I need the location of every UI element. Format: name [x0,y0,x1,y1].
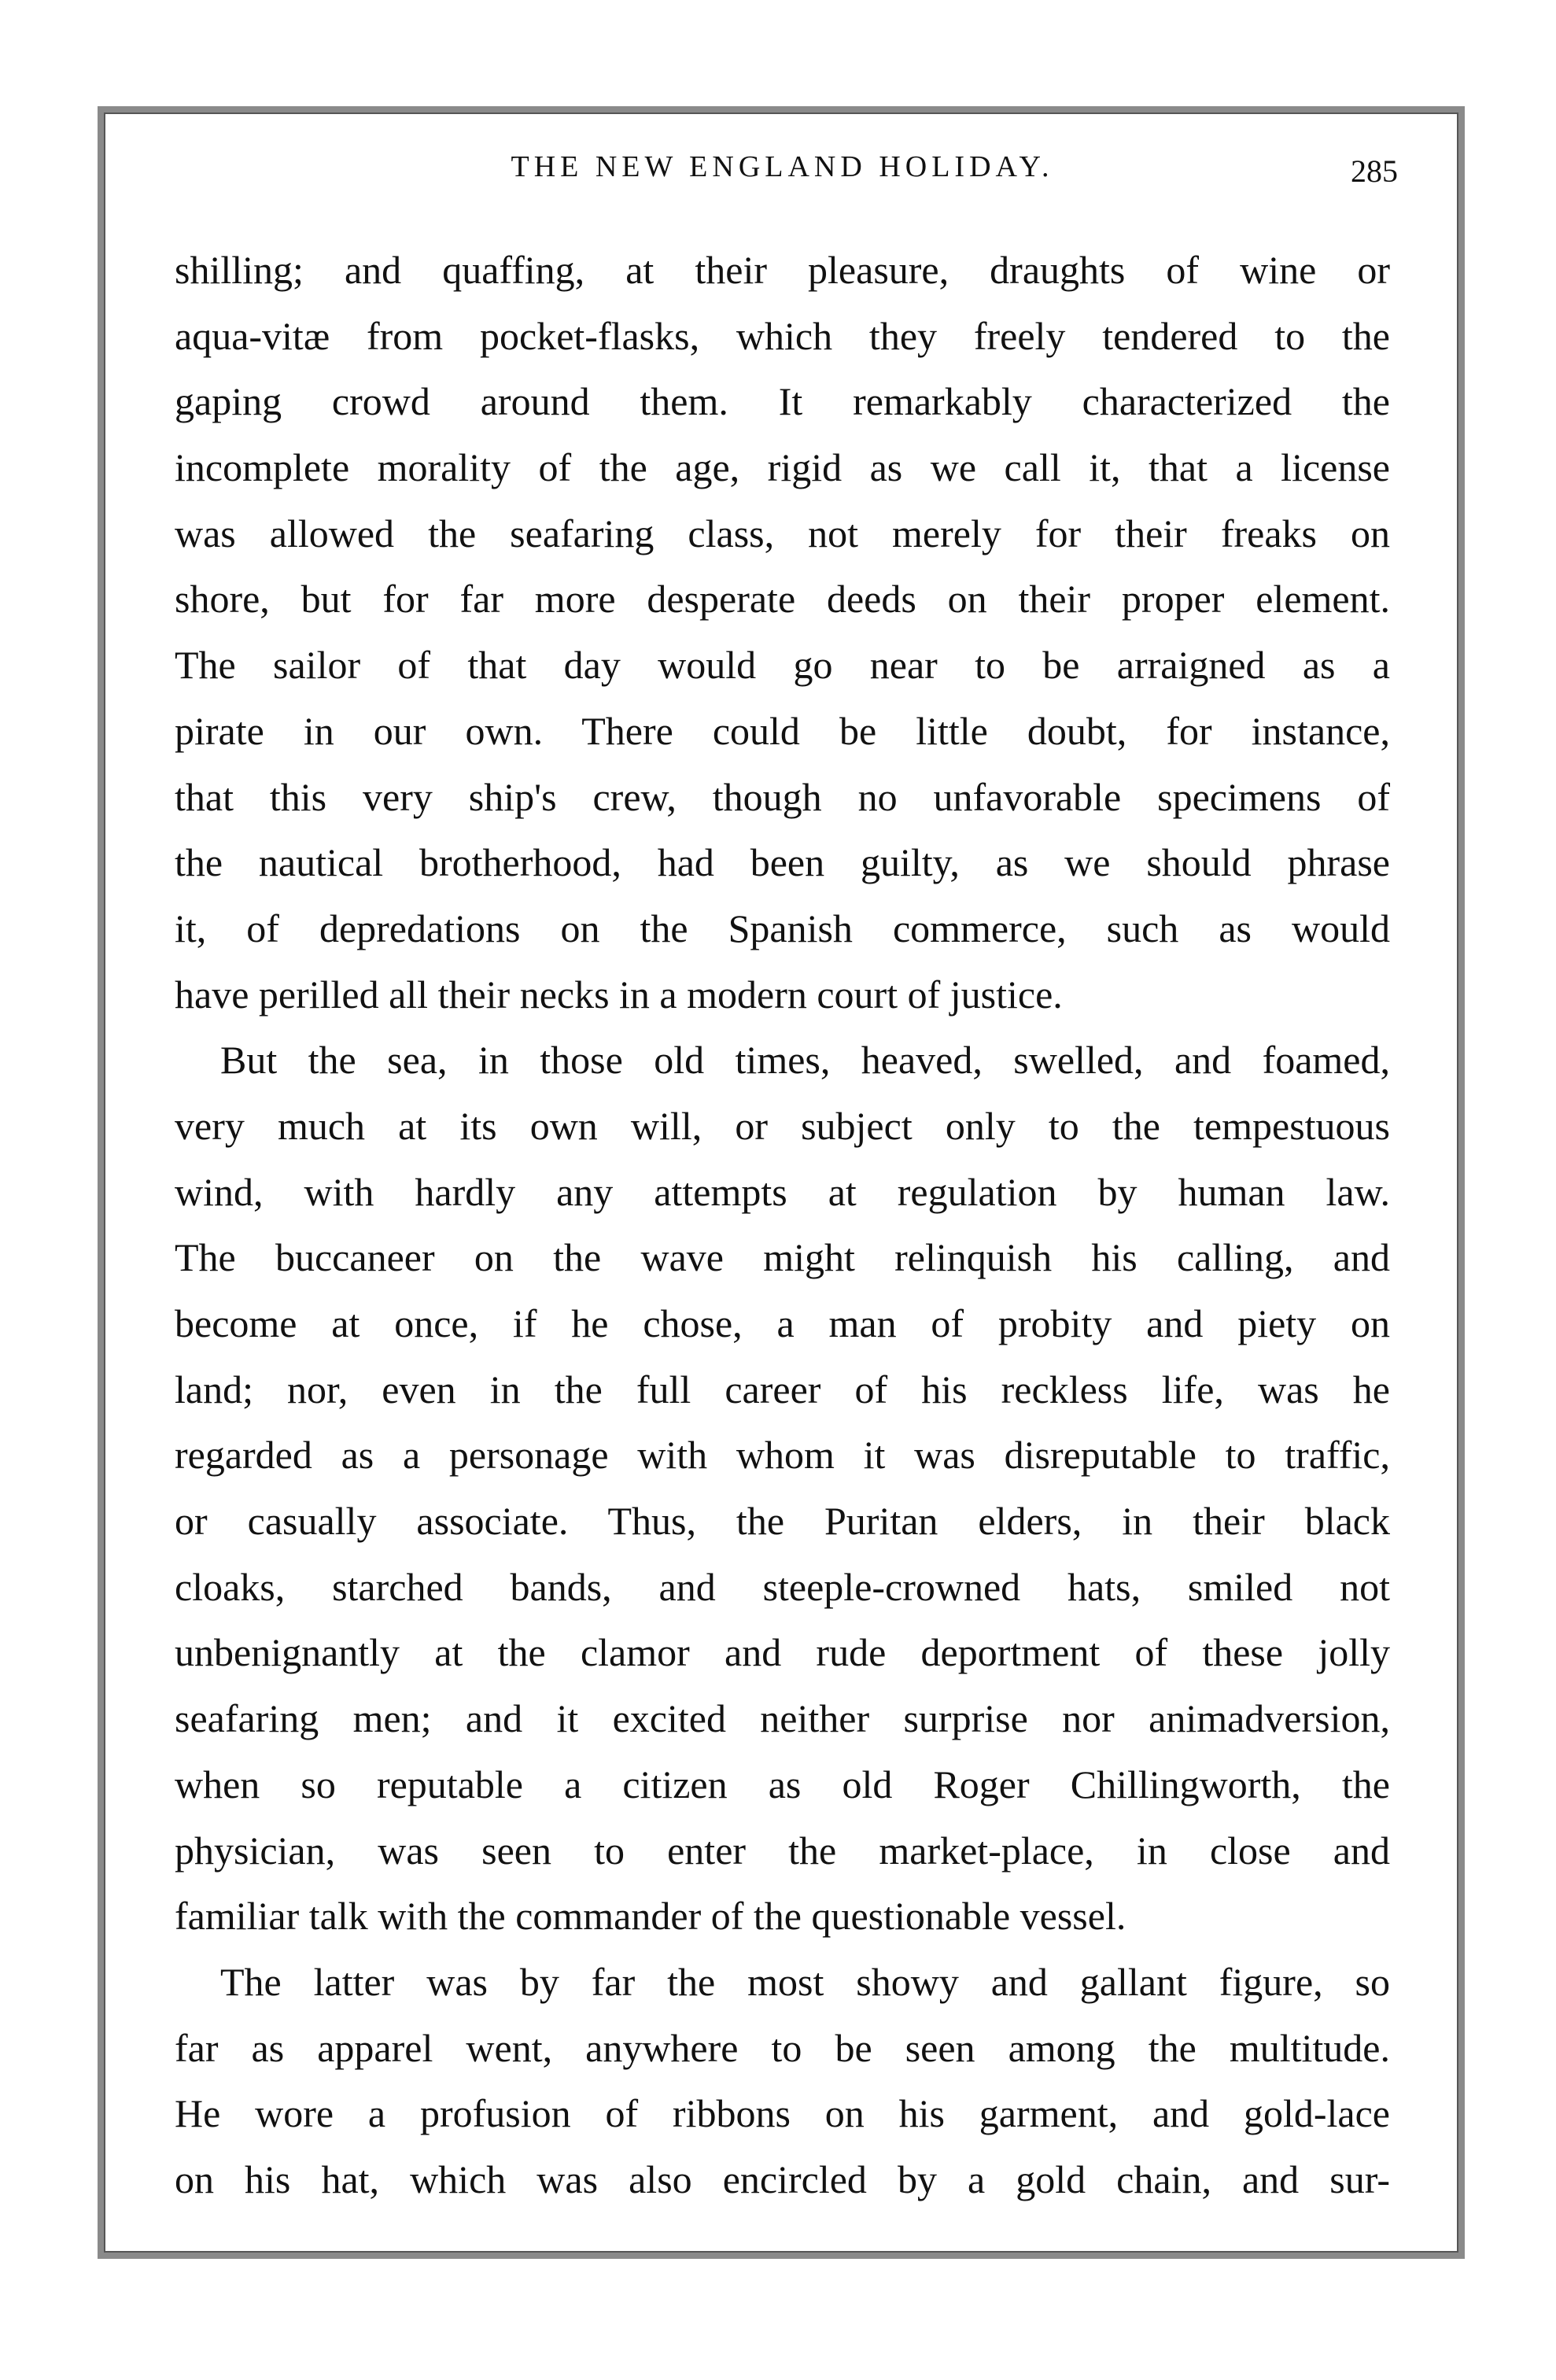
paragraph [175,1028,1390,1950]
text-line-content: shilling; and quaffing, at their pleasure, draughts of wine or [175,248,1390,292]
text-line [175,633,1390,699]
text-line-content: unbenignantly at the clamor and rude deportment of these jolly [175,1630,1390,1675]
text-line-content: incomplete morality of the age, rigid as we call it, that a license [175,445,1390,490]
text-line-content: The buccaneer on the wave might relinquish his calling, and [175,1235,1390,1280]
text-line-content: cloaks, starched bands, and steeple-crowned hats, smiled not [175,1564,1390,1609]
text-line [175,765,1390,831]
text-line [175,1555,1390,1621]
text-line-content: physician, was seen to enter the market-place, in close and [175,1828,1390,1873]
text-line [175,238,1390,304]
text-line-content: The sailor of that day would go near to be arraigned as a [175,643,1390,688]
text-line-content: land; nor, even in the full career of his reckless life, was he [175,1367,1390,1411]
text-line-content: The latter was by far the most showy and gallant figure, so [220,1959,1390,2004]
paragraph [175,1950,1390,2213]
paragraph [175,238,1390,1028]
text-line [175,830,1390,896]
text-line-content: become at once, if he chose, a man of probity and piety on [175,1301,1390,1345]
text-line-content: the nautical brotherhood, had been guilty, as we should phrase [175,840,1390,885]
text-line [175,1950,1390,2016]
text-line [175,435,1390,501]
text-line-content: familiar talk with the commander of the questionable vessel. [175,1894,1126,1939]
text-line [175,1489,1390,1555]
text-line [175,501,1390,567]
text-line-content: or casually associate. Thus, the Puritan elders, in their black [175,1499,1390,1544]
text-line [175,1818,1390,1884]
text-line [175,1028,1390,1094]
text-line [175,1291,1390,1357]
text-line [175,2016,1390,2082]
text-line-content: that this very ship's crew, though no unfavorable specimens of [175,774,1390,819]
text-line [175,1620,1390,1686]
text-line [175,699,1390,765]
text-line [175,1225,1390,1291]
text-line [175,2081,1390,2147]
text-line-content: He wore a profusion of ribbons on his garment, and gold-lace [175,2091,1390,2136]
text-line-content: on his hat, which was also encircled by a gold chain, and sur- [175,2157,1390,2201]
text-line-content: seafaring men; and it excited neither surprise nor animadversion, [175,1696,1390,1741]
text-line-content: when so reputable a citizen as old Roger Chillingworth, the [175,1762,1390,1806]
text-line [175,1422,1390,1489]
text-line-content: it, of depredations on the Spanish commerce, such as would [175,906,1390,950]
body-text [175,238,1390,2213]
text-line-content: pirate in our own. There could be little doubt, for instance, [175,708,1390,753]
text-line-content: But the sea, in those old times, heaved, swelled, and foamed, [220,1038,1390,1083]
text-line-content: shore, but for far more desperate deeds on their proper element. [175,577,1390,622]
text-line-content: wind, with hardly any attempts at regulation by human law. [175,1169,1390,1214]
text-line-content: very much at its own will, or subject only to the tempestuous [175,1103,1390,1148]
text-line [175,1752,1390,1818]
text-line-content: was allowed the seafaring class, not merely for their freaks on [175,511,1390,555]
text-line [175,962,1390,1028]
text-line-content: far as apparel went, anywhere to be seen among the multitude. [175,2025,1390,2070]
text-line [175,1884,1390,1950]
text-line-content: have perilled all their necks in a modern court of justice. [175,972,1063,1017]
text-line [175,896,1390,962]
text-line [175,1357,1390,1423]
text-line [175,1094,1390,1160]
text-line [175,2147,1390,2213]
text-line-content: aqua-vitæ from pocket-flasks, which they freely tendered to the [175,313,1390,358]
text-line [175,369,1390,435]
text-line [175,304,1390,370]
page-number: 285 [1351,153,1398,189]
text-line [175,1686,1390,1752]
text-line [175,566,1390,633]
running-title: THE NEW ENGLAND HOLIDAY. [511,150,1054,183]
text-line-content: regarded as a personage with whom it was disreputable to traffic, [175,1433,1390,1478]
text-line-content: gaping crowd around them. It remarkably characterized the [175,379,1390,424]
text-line [175,1160,1390,1226]
running-header [175,149,1398,189]
